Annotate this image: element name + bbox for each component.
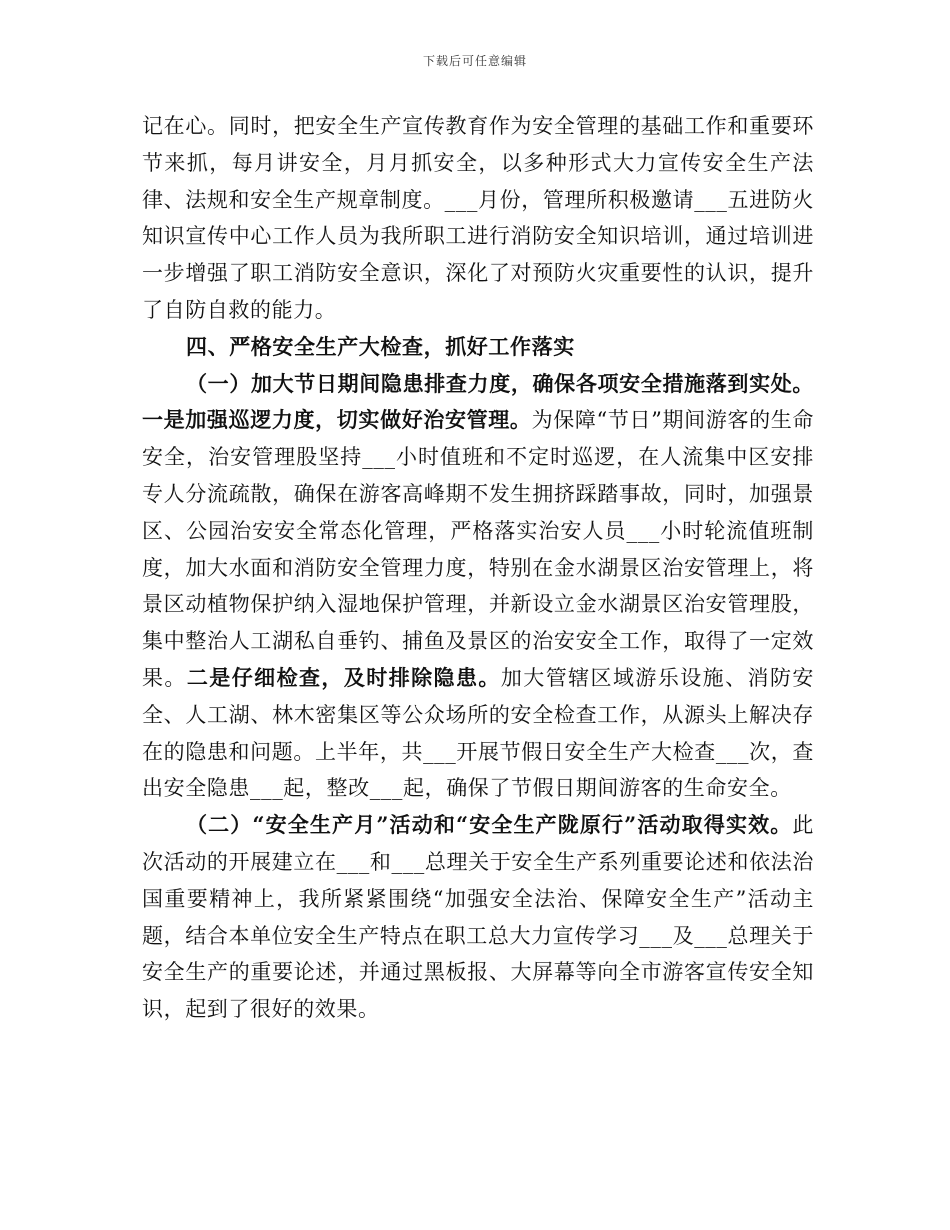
page-header: 下载后可任意编辑 <box>422 54 527 68</box>
point-lead-inspection: 二是仔细检查，及时排除隐患。 <box>186 664 501 690</box>
subsection-heading-2: （二）“安全生产月”活动和“安全生产陇原行”活动取得实效。 <box>186 812 793 838</box>
subsection-heading-1: （一）加大节日期间隐患排查力度，确保各项安全措施落到实处。 <box>186 370 814 396</box>
section-heading-4: 四、严格安全生产大检查，抓好工作落实 <box>186 333 575 359</box>
safety-month-text: 此次活动的开展建立在___和___总理关于安全生产系列重要论述和依法治国重要精神上，我所紧紧围绕“加强安全法治、保障安全生产”活动主题，结合本单位安全生产特点在职工总大力宣传学习___及___总理关于安全生产的重要论述，并通过黑板报、大屏幕等向全市游客宣传安全知识，起到了很好的效果。 <box>142 813 814 1022</box>
point-text-inspection: 加大管辖区域游乐设施、消防安全、人工湖、林木密集区等公众场所的安全检查工作，从源头上解决存在的隐患和问题。上半年，共___开展节假日安全生产大检查___次，查出安全隐患___起，整改___起，确保了节假日期间游客的生命安全。 <box>142 665 814 801</box>
point-text-patrol: 为保障“节日”期间游客的生命安全，治安管理股坚持___小时值班和不定时巡逻，在人流集中区安排专人分流疏散，确保在游客高峰期不发生拥挤踩踏事故，同时，加强景区、公园治安安全常态化管理，严格落实治安人员___小时轮流值班制度，加大水面和消防安全管理力度，特别在金水湖景区治安管理上，将景区动植物保护纳入湿地保护管理，并新设立金水湖景区治安管理股，集中整治人工湖私自垂钓、捕鱼及景区的治安安全工作，取得了一定效果。 <box>142 408 814 690</box>
point-lead-patrol: 一是加强巡逻力度，切实做好治安管理。 <box>142 407 532 433</box>
paragraph-holiday-inspection <box>142 366 814 808</box>
paragraph-training: 记在心。同时，把安全生产宣传教育作为安全管理的基础工作和重要环节来抓，每月讲安全，月月抓安全，以多种形式大力宣传安全生产法律、法规和安全生产规章制度。___月份，管理所积极邀请___五进防火知识宣传中心工作人员为我所职工进行消防安全知识培训，通过培训进一步增强了职工消防安全意识，深化了对预防火灾重要性的认识，提升了自防自救的能力。 <box>142 114 814 322</box>
document-body <box>142 108 814 1028</box>
paragraph-safety-month <box>142 807 814 1028</box>
